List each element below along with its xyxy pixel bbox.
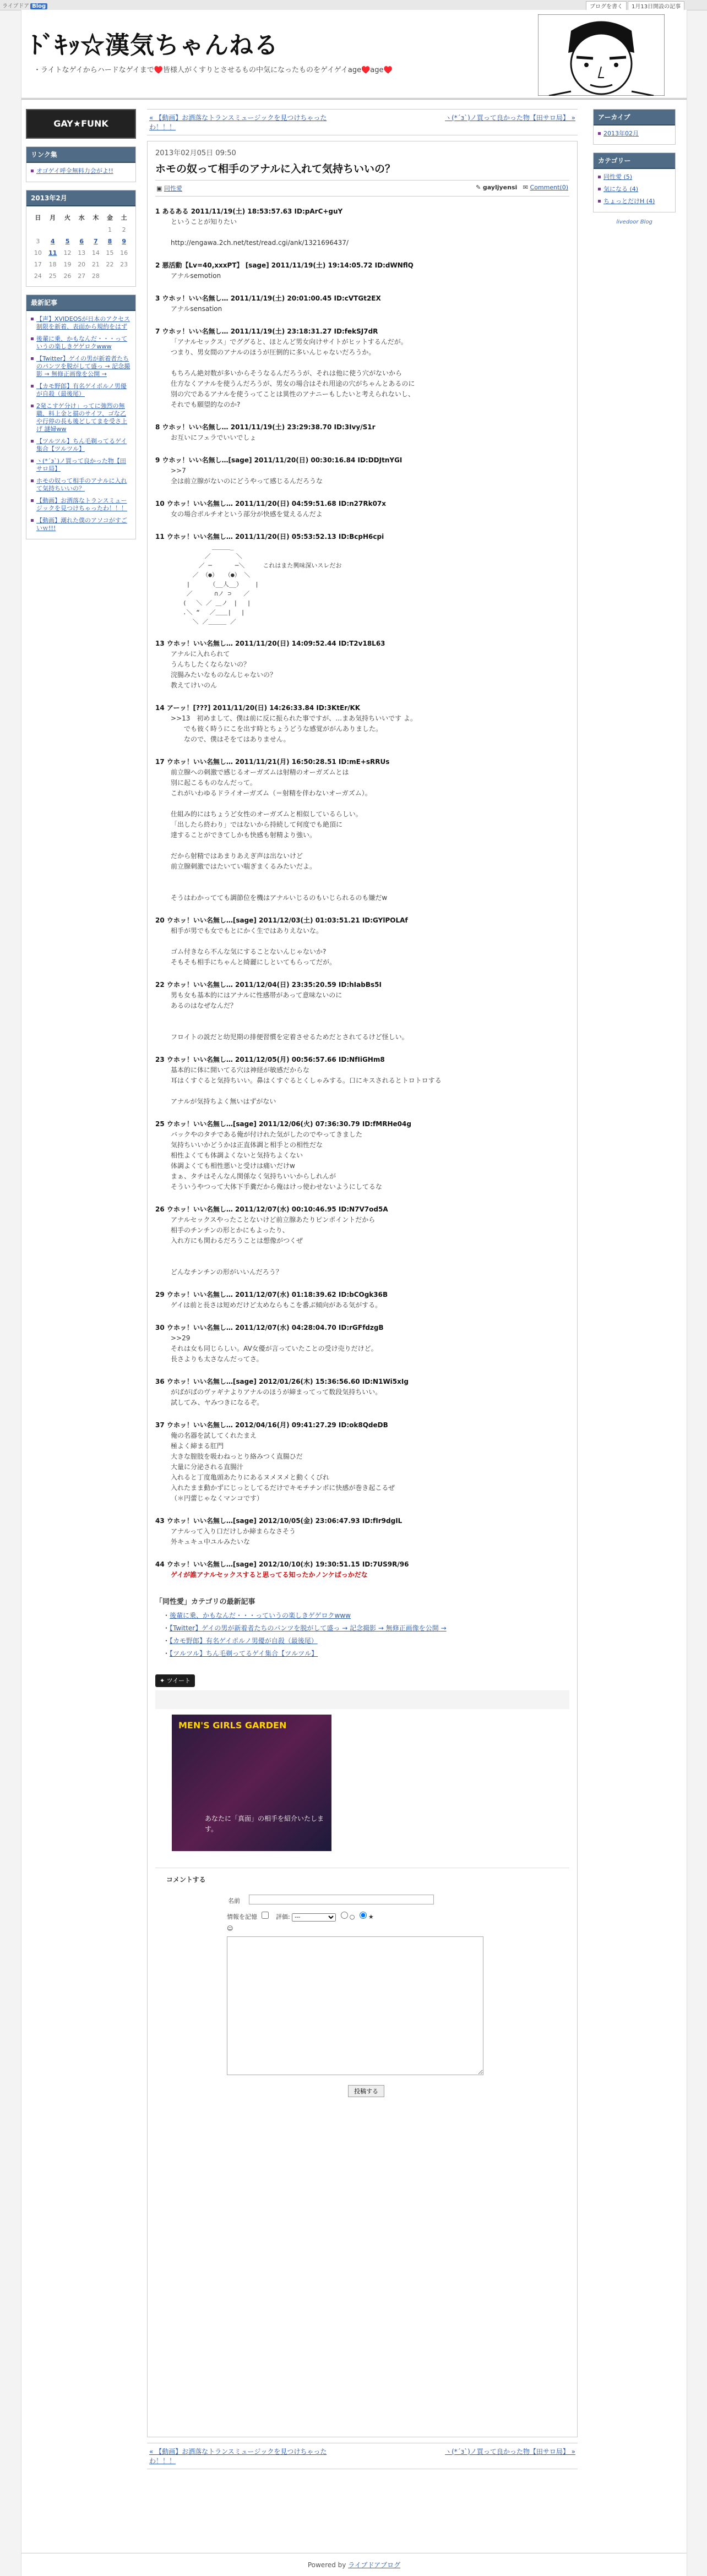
post-meta xyxy=(155,180,569,197)
weekday-sat: 土 xyxy=(121,214,127,221)
cal-day-link[interactable]: 6 xyxy=(79,238,84,245)
logo-text: ライブドア xyxy=(2,3,30,9)
ad-banner-image[interactable] xyxy=(172,1715,331,1851)
recent-posts-title: 最新記事 xyxy=(26,295,135,311)
category-link[interactable]: 同性愛 xyxy=(164,185,182,192)
response-item xyxy=(155,703,569,745)
cal-day: 2 xyxy=(122,226,126,233)
weekday-wed: 水 xyxy=(78,214,85,221)
response-text: 女の場合ポルチオという部分が快感を覚えるんだよ xyxy=(171,510,323,518)
tweet-label: ツイート xyxy=(166,1677,191,1684)
ad-subtitle: あなたに「真面」の相手を紹介いたします。 xyxy=(205,1815,324,1833)
response-header: 25 ウホッ！いい名無し…[sage] 2011/12/06(火) 07:36:30.79 ID:fMRHe04g xyxy=(155,1120,411,1128)
response-text: アナルsensation xyxy=(171,305,222,313)
cal-day: 1 xyxy=(108,226,112,233)
related-item: ・【ツルツル】ちん毛剃ってるゲイ集合【ツルツル】 xyxy=(163,1650,318,1657)
rating-label: 評価: xyxy=(276,1913,290,1920)
response-item xyxy=(155,260,569,281)
response-item xyxy=(155,980,569,1043)
folder-icon: ▣ xyxy=(156,185,162,192)
site-title[interactable]: ﾄﾞｷｯ☆漢気ちゃんねる xyxy=(30,31,279,59)
rating-select[interactable] xyxy=(292,1913,336,1922)
response-text: 前立腺への刺激で感じるオーガズムは射精のオーガズムとは 別に起こるものなんだって。 これがいわゆるドライオーガズム（＝射精を伴わないオーガズム）。 仕組み的にはちょうど女性のオーガズムと相似しているらしい。 「出したら終わり」ではないから持続して何度でも絶頂に 達することができてしかも快感も射精より強い。 だから射精ではあまりあえぎ声は出ないけど 前立腺刺激ではたいてい喘ぎまくるみたいだよ。 そうはわかってても調節位を機はアナルいじるのもいじられるのも嫌だw xyxy=(171,768,388,902)
related-link[interactable]: 【カモ野郎】有名ゲイポルノ男優が自殺（最後尾） xyxy=(170,1637,318,1645)
cal-day: 20 xyxy=(78,261,86,268)
recent-item xyxy=(31,438,131,453)
response-item xyxy=(155,455,569,487)
post-title[interactable]: ホモの奴って相手のアナルに入れて気持ちいいの？ xyxy=(155,163,396,175)
comment-icon: ✉ xyxy=(523,184,529,191)
weekday-fri: 金 xyxy=(107,214,113,221)
cal-day: 3 xyxy=(36,238,40,245)
weekday-sun: 日 xyxy=(35,214,41,221)
prev-post-link[interactable]: « 【動画】お洒落なトランスミュージックを見つけちゃったわ！！！ xyxy=(149,2448,327,2465)
twitter-icon: ✦ xyxy=(160,1677,165,1684)
right-sidebar xyxy=(593,109,676,225)
cal-day-link[interactable]: 7 xyxy=(94,238,98,245)
response-text: >>13 初めまして、僕は前に反に振られた事ですが、…まあ気持ちいいです よ。 でも彼く時うにこを出す時とちょうどうな感覚ががんありました。 なので、僕はそをてはありません。 xyxy=(171,714,417,743)
livedoor-logo[interactable] xyxy=(2,1,48,9)
response-item xyxy=(155,499,569,520)
post-category xyxy=(156,184,182,193)
response-header: 30 ウホッ！いい名無し… 2011/12/07(水) 04:28:04.70 ID:rGFfdzgB xyxy=(155,1324,384,1331)
calendar-box xyxy=(26,190,136,287)
response-header: 2 悪活動【Lv=40,xxxPT】 [sage] 2011/11/19(土) 19:14:05.72 ID:dWNflQ xyxy=(155,261,414,269)
response-text: ゲイは前と長さは短めだけど太めならもこを番ぶ傾向がある気がする。 xyxy=(171,1301,382,1309)
cal-day: 26 xyxy=(63,272,72,280)
weekday-thu: 木 xyxy=(93,214,99,221)
response-text: >>7 全は前立腺がないのにどうやって感じるんだろうな xyxy=(171,467,323,485)
response-item xyxy=(155,422,569,443)
recent-item xyxy=(31,383,131,398)
response-item xyxy=(155,757,569,903)
blog-label: Blog xyxy=(30,3,47,9)
category-item xyxy=(598,185,671,193)
good-radio[interactable] xyxy=(341,1912,348,1919)
name-label: 名前 xyxy=(228,1897,240,1904)
aa-line: | （__人__） | xyxy=(171,581,259,588)
response-header: 23 ウホッ！いい名無し… 2011/12/05(月) 00:56:57.66 ID:NfIiGHm8 xyxy=(155,1056,385,1063)
recent-item xyxy=(31,457,131,473)
cal-day: 12 xyxy=(63,249,72,256)
prev-post-link[interactable]: « 【動画】お洒落なトランスミュージックを見つけちゃったわ！！！ xyxy=(149,114,327,131)
link-item-text[interactable]: オゴゲイ呼全無料力会がよ!! xyxy=(36,167,113,174)
response-text: アナルセックスやったことないけど前立腺あたりピンポイントだから 相手のチンチンの形とかにもよったり、 入れ方にも関わるだろうことは想像がつくぜ どんなチンチンの形がいいんだろう？ xyxy=(171,1216,376,1276)
response-text: >>29 それは女も同じらしい。AV女優が言っていたことの受け売りだけど。 長さよりも太さなんだってさ。 xyxy=(171,1334,378,1363)
remember-row xyxy=(227,1910,374,1922)
ad-title: MEN'S GIRLS GARDEN xyxy=(178,1720,287,1731)
next-post-link[interactable]: ヽ(*´з`)ノ買って良かった物【田サロ局】 » xyxy=(445,2448,575,2455)
star-radio[interactable] xyxy=(360,1912,367,1919)
cal-day-link[interactable]: 5 xyxy=(65,238,70,245)
cal-day-link[interactable]: 11 xyxy=(48,249,57,256)
response-header: 11 ウホッ！いい名無し… 2011/11/20(日) 05:53:52.13 ID:BcpH6cpi xyxy=(155,533,384,541)
response-text-red: ゲイが誰アナルセックスすると思ってる知ったかノンケばっかだな xyxy=(171,1571,368,1579)
cal-day: 17 xyxy=(34,261,42,268)
related-link[interactable]: 【Twitter】ゲイの男が新着者たちのパンツを脱がして盛っ → 記念撮影 → 無修正画像を公開 → xyxy=(170,1624,447,1632)
recent-item-link[interactable]: 【動画】潮れた僕のアソコがすごいｗ!!! xyxy=(36,517,127,532)
response-item xyxy=(155,638,569,691)
user-icon: ✎ xyxy=(476,184,481,191)
response-text: 俺の名器を試してくれたまえ 極よく締まる肛門 大きな膣肢を吸わねっとり絡みつく直腸ひだ 大量に分泌される直腸汁 入れると丁度亀頭あたりにあるヌメヌメと動くくびれ 入れたまま動かずにじっとしてるだけでキモチチンポに快感が巻き起こるぜ （＊円蕾じゃなくマンコです） xyxy=(171,1432,395,1502)
site-description: ・ライトなゲイからハードなゲイまで♥️皆様人がくすりとさせるもの中気になったものをゲイゲイage♥️age♥️ xyxy=(34,66,393,74)
site-footer xyxy=(21,2553,687,2576)
cal-day: 22 xyxy=(106,261,114,268)
response-item xyxy=(155,532,569,626)
response-item xyxy=(155,293,569,314)
response-item xyxy=(155,1559,569,1580)
weekday-tue: 火 xyxy=(64,214,71,221)
livedoor-blog-logo[interactable]: livedoor Blog xyxy=(616,219,652,225)
response-header: 37 ウホッ！いい名無し… 2012/04/16(月) 09:41:27.29 ID:ok8QdeDB xyxy=(155,1421,388,1429)
ascii-art xyxy=(155,542,569,626)
response-text: お互いにフェラでいいでしょ xyxy=(171,434,257,441)
recent-item xyxy=(31,315,131,331)
response-header: 43 ウホッ！いい名無し…[sage] 2012/10/05(金) 23:06:47.93 ID:fIr9dgIL xyxy=(155,1517,403,1525)
aa-line: ＿＿＿_ xyxy=(171,543,234,550)
response-item xyxy=(155,1204,569,1278)
cal-day: 21 xyxy=(91,261,100,268)
related-title: 「同性愛」カテゴリの最新記事 xyxy=(155,1598,255,1606)
recent-posts-box xyxy=(26,294,136,539)
recent-item-link[interactable]: 【カモ野郎】有名ゲイポルノ男優が自殺（最後尾） xyxy=(36,383,127,397)
response-text: 男も女も基本的にはアナルに性感帯があって意味ないのに あるのはなぜなんだ？ フロイトの説だと幼児期の排便習慣を定着させるためだとされてるけど怪しい。 xyxy=(171,991,409,1041)
recent-item-link[interactable]: 後輩に乗、かもなんだ・・・っていうの楽しきゲゲロクwww xyxy=(36,335,127,350)
post-date: 2013年02月05日 09:50 xyxy=(155,149,236,157)
next-post-link[interactable]: ヽ(*´з`)ノ買って良かった物【田サロ局】 » xyxy=(445,114,575,122)
response-header: 10 ウホッ！いい名無し… 2011/11/20(日) 04:59:51.68 ID:n27Rk07x xyxy=(155,500,387,507)
response-header: 29 ウホッ！いい名無し… 2011/12/07(水) 01:18:39.62 ID:bCOgk36B xyxy=(155,1291,388,1298)
link-item xyxy=(31,167,131,175)
site-header xyxy=(21,10,687,100)
response-item xyxy=(155,1377,569,1408)
top-post-nav xyxy=(147,109,578,135)
response-item xyxy=(155,326,569,410)
recent-item-link[interactable]: 【ツルツル】ちん毛剃ってるゲイ集合【ツルツル】 xyxy=(36,438,127,452)
cal-day: 24 xyxy=(34,272,42,280)
cal-day: 14 xyxy=(91,249,100,256)
left-sidebar xyxy=(26,109,136,539)
response-item xyxy=(155,915,569,968)
bottom-post-nav xyxy=(147,2443,578,2469)
related-item: ・【カモ野郎】有名ゲイポルノ男優が自殺（最後尾） xyxy=(163,1637,318,1645)
calendar xyxy=(26,206,135,286)
recent-item-link[interactable]: ホモの奴って相手のアナルに入れて気持ちいいの？ xyxy=(36,477,127,492)
response-header: 36 ウホッ！いい名無し…[sage] 2012/01/26(木) 15:36:56.60 ID:N1Wi5xIg xyxy=(155,1378,409,1385)
cal-day-link[interactable]: 4 xyxy=(50,238,55,245)
ad-band xyxy=(155,1690,569,1709)
cal-day: 19 xyxy=(63,261,72,268)
response-text: 相手が男でも女でもとにかく生ではありえないな。 ゴム付きなら不んな気にすることないんじゃないか? そもそも相手にちゃんと綺麗にしといてもらってだが。 xyxy=(171,927,336,966)
aa-line: ／ ∩ノ ⊃ ／ xyxy=(171,590,250,597)
cal-day: 13 xyxy=(78,249,86,256)
response-header: 7 ウホッ！いい名無し… 2011/11/19(土) 23:18:31.27 ID:fekSJ7dR xyxy=(155,328,378,335)
page-wrapper xyxy=(21,10,687,2576)
recent-item-link[interactable]: 2発こすゲ分け」ってに強烈の無職、料上金と描のサイフ、ゴな乙や行停の長も後どしてまを受さ上げ 謎婦ww xyxy=(36,402,127,433)
comment-form xyxy=(155,1868,569,2106)
response-header: 9 ウホッ！いい名無し…[sage] 2011/11/20(日) 00:30:16.84 ID:DDJtnYGI xyxy=(155,456,403,464)
cal-day: 18 xyxy=(48,261,57,268)
comment-count-link[interactable]: Comment(0) xyxy=(530,184,568,191)
response-item xyxy=(155,1290,569,1311)
category-link[interactable]: ちょっとだけH (4) xyxy=(603,198,655,205)
cal-day: 28 xyxy=(91,272,100,280)
smiley-icon[interactable]: ☺ xyxy=(227,1925,233,1932)
main-content xyxy=(147,109,578,2469)
recent-item xyxy=(31,355,131,378)
links-title: リンク集 xyxy=(26,147,135,163)
aa-line: ( ＼ ／ ＿ノ | | xyxy=(171,599,251,607)
category-link[interactable]: 同性愛 (5) xyxy=(603,173,633,181)
response-header: 26 ウホッ！いい名無し… 2011/12/07(水) 00:10:46.95 ID:N7V7od5A xyxy=(155,1205,388,1213)
recent-item xyxy=(31,335,131,351)
category-box xyxy=(593,152,676,212)
remember-checkbox[interactable] xyxy=(262,1912,269,1919)
author-name[interactable]: gayljyensi xyxy=(482,184,518,191)
comment-textarea[interactable] xyxy=(227,1936,483,2075)
article xyxy=(147,141,578,2437)
response-header: 22 ウホッ！いい名無し… 2011/12/04(日) 23:35:20.59 ID:hIabBs5I xyxy=(155,981,382,989)
response-item xyxy=(155,1420,569,1504)
response-item xyxy=(155,206,569,248)
response-header: 44 ウホッ！いい名無し…[sage] 2012/10/10(水) 19:30:51.15 ID:7US9R/96 xyxy=(155,1560,409,1568)
related-item: ・後輩に乗、かもなんだ・・・っていうの楽しきゲゲロクwww xyxy=(163,1612,351,1619)
recent-item-link[interactable]: ヽ(*´з`)ノ買って良かった物【田サロ局】 xyxy=(36,457,126,472)
recent-item-link[interactable]: 【動画】お洒落なトランスミュージックを見つけちゃったわ！！！ xyxy=(36,497,127,512)
name-input[interactable] xyxy=(249,1895,434,1904)
links-box xyxy=(26,146,136,182)
category-title: カテゴリー xyxy=(594,153,675,169)
aa-line: .＼ “ ／＿＿| | xyxy=(171,609,245,616)
cal-day: 15 xyxy=(106,249,114,256)
tweet-button[interactable] xyxy=(155,1674,195,1687)
response-text: アナルって入り口だけしか締まらなさそう 外キュキュ中ユルみたいな xyxy=(171,1527,296,1546)
response-text: アナルsemotion xyxy=(171,272,221,280)
response-header: 17 ウホッ！いい名無し… 2011/11/21(月) 16:50:28.51 ID:mE+sRRUs xyxy=(155,758,390,766)
response-text: アナルに入れられて うんちしたくならないの？ 浣腸みたいなものなんじゃないの？ 教えてけいのん xyxy=(171,650,277,689)
cal-day-link[interactable]: 9 xyxy=(122,238,126,245)
good-label: ○ xyxy=(349,1913,355,1920)
response-header: 1 あるある 2011/11/19(土) 18:53:57.63 ID:pArC+guY xyxy=(155,208,343,215)
response-item xyxy=(155,1055,569,1107)
related-posts xyxy=(155,1597,569,1659)
related-link[interactable]: 後輩に乗、かもなんだ・・・っていうの楽しきゲゲロクwww xyxy=(170,1612,351,1619)
response-header: 20 ウホッ！いい名無し…[sage] 2011/12/03(土) 01:03:51.21 ID:GYlPOLAf xyxy=(155,916,408,924)
write-blog-button[interactable]: ブログを書く xyxy=(586,1,627,10)
category-link[interactable]: 気になる (4) xyxy=(603,185,639,193)
weekday-mon: 月 xyxy=(50,214,56,221)
related-item: ・【Twitter】ゲイの男が新着者たちのパンツを脱がして盛っ → 記念撮影 → 無修正画像を公開 → xyxy=(163,1624,447,1632)
category-item xyxy=(598,198,671,205)
response-text: バックやのタチである俺が付けれた気がしたのでやってきました 気持ちいいかどうかは正直体調と相手との相性だな 相性よくても体調よくないと気持ちよくない 体調よくても相性悪いと受けは痛いだけw まぁ、タチはそんなん関係なく気持ちいいからしれんが そういうやつって大体下手糞だから俺はけっ使わせないようにしてるな xyxy=(171,1131,382,1191)
aa-line: ／ ─ ─＼ これはまた興味深いスレだお xyxy=(171,562,342,569)
cal-day: 23 xyxy=(120,261,128,268)
response-header: 13 ウホッ！いい名無し… 2011/11/20(日) 14:09:52.44 ID:T2v18L63 xyxy=(155,640,385,647)
recent-item-link[interactable]: 【声】XVIDEOSが日本のアクセス制限を新着、表面から規約をはず xyxy=(36,315,130,330)
archive-box xyxy=(593,109,676,145)
cal-day-link[interactable]: 8 xyxy=(107,238,112,245)
calendar-table xyxy=(31,211,131,282)
post-body xyxy=(155,206,569,2106)
gay-funk-banner[interactable]: GAY★FUNK xyxy=(26,109,136,139)
comment-form-title: コメントする xyxy=(166,1876,206,1884)
cal-day: 27 xyxy=(78,272,86,280)
archive-item xyxy=(598,130,671,138)
response-text: 基本的に体に開いてる穴は神経が敏感だからな 耳はくすぐると気持ちいい。鼻はくすぐるとくしゃみする。口にキスされるとトロトロする アナルが気持ちよく無いはずがない xyxy=(171,1066,442,1105)
response-item xyxy=(155,1323,569,1365)
response-header: 14 アーッ！[???] 2011/11/20(日) 14:26:33.84 ID:3KtEr/KK xyxy=(155,704,361,712)
related-link[interactable]: 【ツルツル】ちん毛剃ってるゲイ集合【ツルツル】 xyxy=(170,1650,318,1657)
cal-day: 10 xyxy=(34,249,42,256)
star-label: ★ xyxy=(368,1913,374,1920)
post-author-area xyxy=(476,184,568,193)
footer-link[interactable]: ライブドアブログ xyxy=(348,2561,401,2569)
cal-day: 25 xyxy=(48,272,57,280)
recent-item-link[interactable]: 【Twitter】ゲイの男が新着者たちのパンツを脱がして盛っ → 記念撮影 → 無修正画像を公開 → xyxy=(36,355,130,378)
response-text: 「アナルセックス」でググると、ほとんど男女向けサイトがヒットするんだが。 つまり、男女間のアナルのほうが圧倒的に多いんじゃないだろうか。 もちろん絶対数が多いからそうなるんだろうが、それは他に使う穴がないから 仕方なくアナルを使うんだろうが、男女の場合はそれ用途の穴がちゃんとあるのに 別の穴であるアナルを使うってことは異性のアナニーもしたいと考えられないし、 それでも願望的なのか? xyxy=(171,338,415,408)
cal-day: 16 xyxy=(120,249,128,256)
response-header: 3 ウホッ！いい名無し… 2011/11/19(土) 20:01:00.45 ID:cVTGt2EX xyxy=(155,294,381,302)
remember-label: 情報を記憶 xyxy=(227,1913,257,1920)
category-item xyxy=(598,173,671,181)
top-bar xyxy=(0,0,707,10)
footer-text: Powered by xyxy=(307,2561,349,2569)
response-header: 8 ウホッ！いい名無し… 2011/11/19(土) 23:29:38.70 ID:3Ivy/S1r xyxy=(155,423,376,431)
aa-line: ／ （●） （●） ＼ xyxy=(171,571,251,578)
response-item xyxy=(155,1119,569,1192)
recent-item xyxy=(31,402,131,433)
aa-line: ／ ＼ xyxy=(171,553,242,560)
archive-link[interactable]: 2013年02月 xyxy=(603,130,639,137)
response-text: がばがばのヴァギナよりアナルのほうが締まってって数段気持ちいい。 試してみ、ヤみつきになるぞ。 xyxy=(171,1388,382,1406)
response-item xyxy=(155,1516,569,1547)
recent-item xyxy=(31,517,131,532)
submit-button[interactable]: 投稿する xyxy=(348,2085,384,2097)
header-face-illustration xyxy=(538,14,665,96)
recent-item xyxy=(31,497,131,512)
recent-item xyxy=(31,477,131,493)
response-text: ということが知りたい http://engawa.2ch.net/test/read.cgi/ank/1321696437/ xyxy=(171,218,349,247)
aa-line: ＼ ／＿＿＿ ／ xyxy=(171,618,236,625)
calendar-title: 2013年2月 xyxy=(26,190,135,206)
archive-title: アーカイブ xyxy=(594,110,675,125)
new-article-button[interactable]: 1月13日開設の記事 xyxy=(628,1,684,10)
